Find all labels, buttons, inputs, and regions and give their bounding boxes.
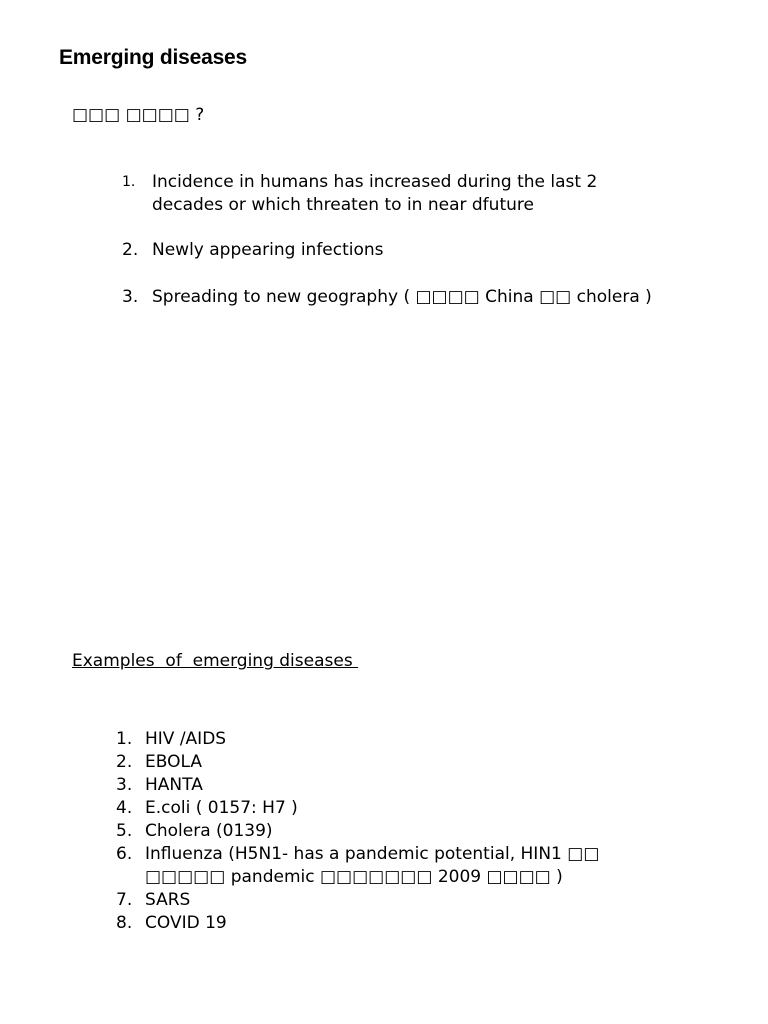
list-item bbox=[116, 774, 676, 797]
list-item bbox=[116, 912, 676, 935]
example-text: Influenza (H5N1- has a pandemic potential, HIN1 □□ □□□□□ pandemic □□□□□□□ 2009 □□□□ ) bbox=[145, 844, 600, 887]
definition-text: Incidence in humans has increased during the last 2 decades or which threaten to in near dfuture bbox=[152, 172, 598, 215]
list-item bbox=[116, 797, 676, 820]
list-item bbox=[116, 889, 676, 912]
list-number: 6. bbox=[116, 844, 133, 864]
list-number: 3. bbox=[122, 287, 139, 307]
example-text: COVID 19 bbox=[145, 913, 227, 933]
list-number: 5. bbox=[116, 821, 133, 841]
example-text: HANTA bbox=[145, 775, 203, 795]
list-number: 8. bbox=[116, 913, 133, 933]
list-number: 1. bbox=[122, 174, 136, 190]
definition-text: Newly appearing infections bbox=[152, 240, 384, 260]
example-text: EBOLA bbox=[145, 752, 202, 772]
list-item bbox=[116, 728, 676, 751]
example-text: HIV /AIDS bbox=[145, 729, 227, 749]
examples-heading: Examples of emerging diseases bbox=[72, 651, 359, 671]
example-text: E.coli ( 0157: H7 ) bbox=[145, 798, 298, 818]
list-number: 7. bbox=[116, 890, 133, 910]
definition-question: □□□ □□□□ ? bbox=[72, 105, 205, 125]
list-item bbox=[116, 751, 676, 774]
list-number: 2. bbox=[116, 752, 133, 772]
list-item bbox=[116, 843, 676, 889]
examples-list bbox=[116, 728, 676, 935]
definition-text: Spreading to new geography ( □□□□ China □□ cholera ) bbox=[152, 287, 652, 307]
list-number: 3. bbox=[116, 775, 133, 795]
list-number: 4. bbox=[116, 798, 133, 818]
list-number: 2. bbox=[122, 240, 139, 260]
example-text: SARS bbox=[145, 890, 191, 910]
example-text: Cholera (0139) bbox=[145, 821, 273, 841]
document-title: Emerging diseases bbox=[59, 46, 248, 69]
list-item bbox=[116, 820, 676, 843]
list-number: 1. bbox=[116, 729, 133, 749]
